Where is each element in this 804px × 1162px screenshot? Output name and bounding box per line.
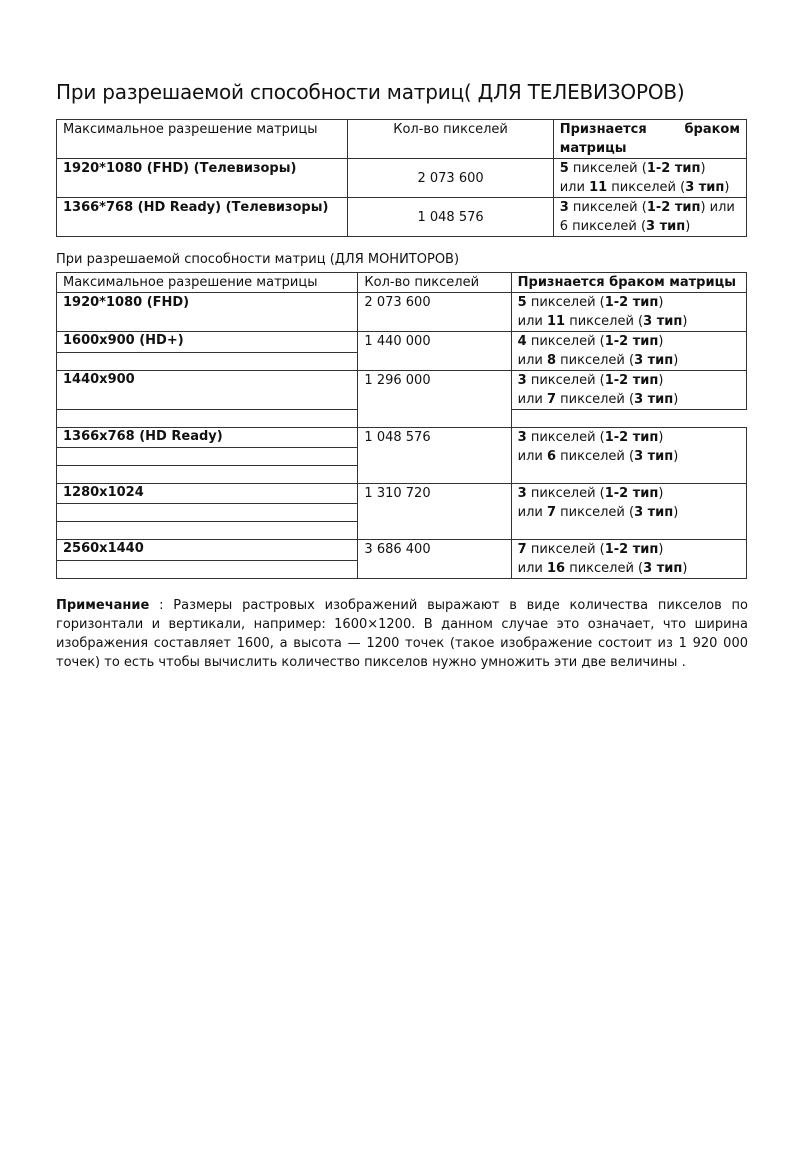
empty-cell <box>57 352 358 370</box>
cell-defect <box>553 198 746 237</box>
header-resolution: Максимальное разрешение матрицы <box>57 120 348 159</box>
defect-type: 1-2 тип <box>604 373 659 388</box>
defect-text: пикселей ( <box>526 430 605 445</box>
empty-cell <box>57 466 358 484</box>
defect-type: 3 тип <box>634 449 674 464</box>
defect-count: 7 <box>546 392 557 407</box>
table-header-row <box>57 120 747 159</box>
defect-text: ) или <box>700 200 735 215</box>
empty-cell <box>57 504 358 522</box>
cell-pixels: 3 686 400 <box>358 540 511 579</box>
empty-cell <box>57 560 358 578</box>
cell-defect <box>511 540 746 579</box>
header-resolution: Максимальное разрешение матрицы <box>57 273 358 293</box>
defect-type: 1-2 тип <box>604 430 659 445</box>
defect-text: ) <box>658 486 664 501</box>
page-title: При разрешаемой способности матриц( ДЛЯ ТЕЛЕВИЗОРОВ) <box>56 80 685 104</box>
defect-text: или <box>517 449 547 464</box>
cell-resolution: 1920*1080 (FHD) <box>57 293 358 332</box>
defect-text: ) <box>682 314 688 329</box>
cell-pixels: 1 048 576 <box>358 428 511 484</box>
header-pixels: Кол-во пикселей <box>358 273 511 293</box>
defect-text: пикселей ( <box>556 353 635 368</box>
footnote-text: : Размеры растровых изображений выражают в виде количества пикселов по горизонтали и вертикали, например: 1600×1200. В данном случае это означает, что ширина изображения составляет 1600, а высота — 1200 точек (такое изображение состоит из 1 920 000 точек) то есть чтобы вычислить количество пикселов нужно умножить эти две величины . <box>56 598 748 670</box>
empty-cell <box>57 448 358 466</box>
defect-count: 3 <box>517 373 527 388</box>
defect-count: 11 <box>546 314 566 329</box>
cell-pixels: 2 073 600 <box>348 159 553 198</box>
defect-text: или <box>517 314 547 329</box>
tv-resolution-table <box>56 119 747 237</box>
defect-text: ) <box>700 161 706 176</box>
defect-type: 1-2 тип <box>604 486 659 501</box>
defect-count: 11 <box>589 180 608 195</box>
defect-text: ) <box>658 334 664 349</box>
defect-text: или <box>517 561 547 576</box>
cell-resolution: 2560x1440 <box>57 540 358 561</box>
defect-count: 5 <box>517 295 527 310</box>
header-pixels: Кол-во пикселей <box>348 120 553 159</box>
defect-type: 1-2 тип <box>604 334 659 349</box>
footnote <box>56 596 748 672</box>
defect-type: 1-2 тип <box>604 542 659 557</box>
defect-text: пикселей ( <box>526 542 605 557</box>
defect-text: ) <box>682 561 688 576</box>
defect-count: 3 <box>517 430 527 445</box>
table-row <box>57 540 747 561</box>
defect-type: 3 тип <box>643 314 683 329</box>
defect-text: или <box>517 353 547 368</box>
cell-defect <box>511 293 746 332</box>
table-row <box>57 428 747 448</box>
defect-count: 8 <box>546 353 557 368</box>
defect-count: 7 <box>517 542 527 557</box>
defect-count: 6 <box>546 449 557 464</box>
defect-type: 3 тип <box>634 353 674 368</box>
defect-text: пикселей ( <box>568 200 647 215</box>
defect-text: ) <box>724 180 730 195</box>
cell-resolution: 1366x768 (HD Ready) <box>57 428 358 448</box>
defect-type: 3 тип <box>685 180 725 195</box>
defect-type: 3 тип <box>646 219 686 234</box>
defect-type: 3 тип <box>634 505 674 520</box>
cell-defect <box>511 371 746 410</box>
cell-resolution: 1366*768 (HD Ready) (Телевизоры) <box>57 198 348 237</box>
cell-resolution: 1920*1080 (FHD) (Телевизоры) <box>57 159 348 198</box>
table-header-row <box>57 273 747 293</box>
defect-text: пикселей ( <box>568 161 647 176</box>
defect-type: 1-2 тип <box>604 295 659 310</box>
monitor-resolution-table <box>56 272 747 579</box>
defect-text: или <box>559 180 590 195</box>
table-row <box>57 293 747 332</box>
header-defect-word: браком <box>684 122 740 137</box>
cell-defect <box>511 428 746 484</box>
table-row <box>57 332 747 353</box>
table-row <box>57 371 747 410</box>
defect-count: 3 <box>517 486 527 501</box>
defect-count: 4 <box>517 334 527 349</box>
defect-text: пикселей ( <box>556 392 635 407</box>
defect-count: 7 <box>546 505 557 520</box>
defect-text: ) <box>685 219 691 234</box>
defect-text: ) <box>673 505 679 520</box>
cell-pixels: 2 073 600 <box>358 293 511 332</box>
table-row <box>57 484 747 504</box>
empty-cell <box>57 410 358 428</box>
defect-text: или <box>517 505 547 520</box>
defect-text: ) <box>673 449 679 464</box>
defect-text: пикселей ( <box>526 334 605 349</box>
table-row <box>57 198 747 237</box>
empty-cell <box>57 522 358 540</box>
header-defect-word: матрицы <box>559 141 627 156</box>
defect-text: ) <box>658 373 664 388</box>
cell-resolution: 1440x900 <box>57 371 358 410</box>
defect-count: 16 <box>546 561 566 576</box>
defect-text: пикселей ( <box>607 180 686 195</box>
defect-type: 3 тип <box>634 392 674 407</box>
cell-resolution: 1600x900 (HD+) <box>57 332 358 353</box>
defect-text: 6 пикселей ( <box>559 219 647 234</box>
defect-text: пикселей ( <box>526 295 605 310</box>
cell-defect <box>553 159 746 198</box>
monitor-caption: При разрешаемой способности матриц (ДЛЯ МОНИТОРОВ) <box>56 252 460 267</box>
table-row <box>57 159 747 198</box>
cell-pixels: 1 048 576 <box>348 198 553 237</box>
defect-text: пикселей ( <box>556 505 635 520</box>
defect-type: 1-2 тип <box>646 161 701 176</box>
defect-text: пикселей ( <box>565 314 644 329</box>
cell-defect <box>511 484 746 540</box>
cell-pixels: 1 296 000 <box>358 371 511 428</box>
header-defect: Признается браком матрицы <box>511 273 746 293</box>
defect-text: пикселей ( <box>556 449 635 464</box>
defect-text: или <box>517 392 547 407</box>
defect-text: ) <box>673 392 679 407</box>
cell-defect <box>511 332 746 371</box>
cell-resolution: 1280x1024 <box>57 484 358 504</box>
defect-text: ) <box>658 295 664 310</box>
cell-pixels: 1 310 720 <box>358 484 511 540</box>
defect-text: пикселей ( <box>565 561 644 576</box>
cell-pixels: 1 440 000 <box>358 332 511 371</box>
footnote-label: Примечание <box>56 598 150 613</box>
defect-text: ) <box>658 542 664 557</box>
defect-count: 5 <box>559 161 569 176</box>
defect-count: 3 <box>559 200 569 215</box>
header-defect <box>553 120 746 159</box>
defect-type: 3 тип <box>643 561 683 576</box>
defect-text: пикселей ( <box>526 486 605 501</box>
header-defect-word: Признается <box>559 122 647 137</box>
defect-text: ) <box>658 430 664 445</box>
defect-text: ) <box>673 353 679 368</box>
defect-text: пикселей ( <box>526 373 605 388</box>
defect-type: 1-2 тип <box>646 200 701 215</box>
